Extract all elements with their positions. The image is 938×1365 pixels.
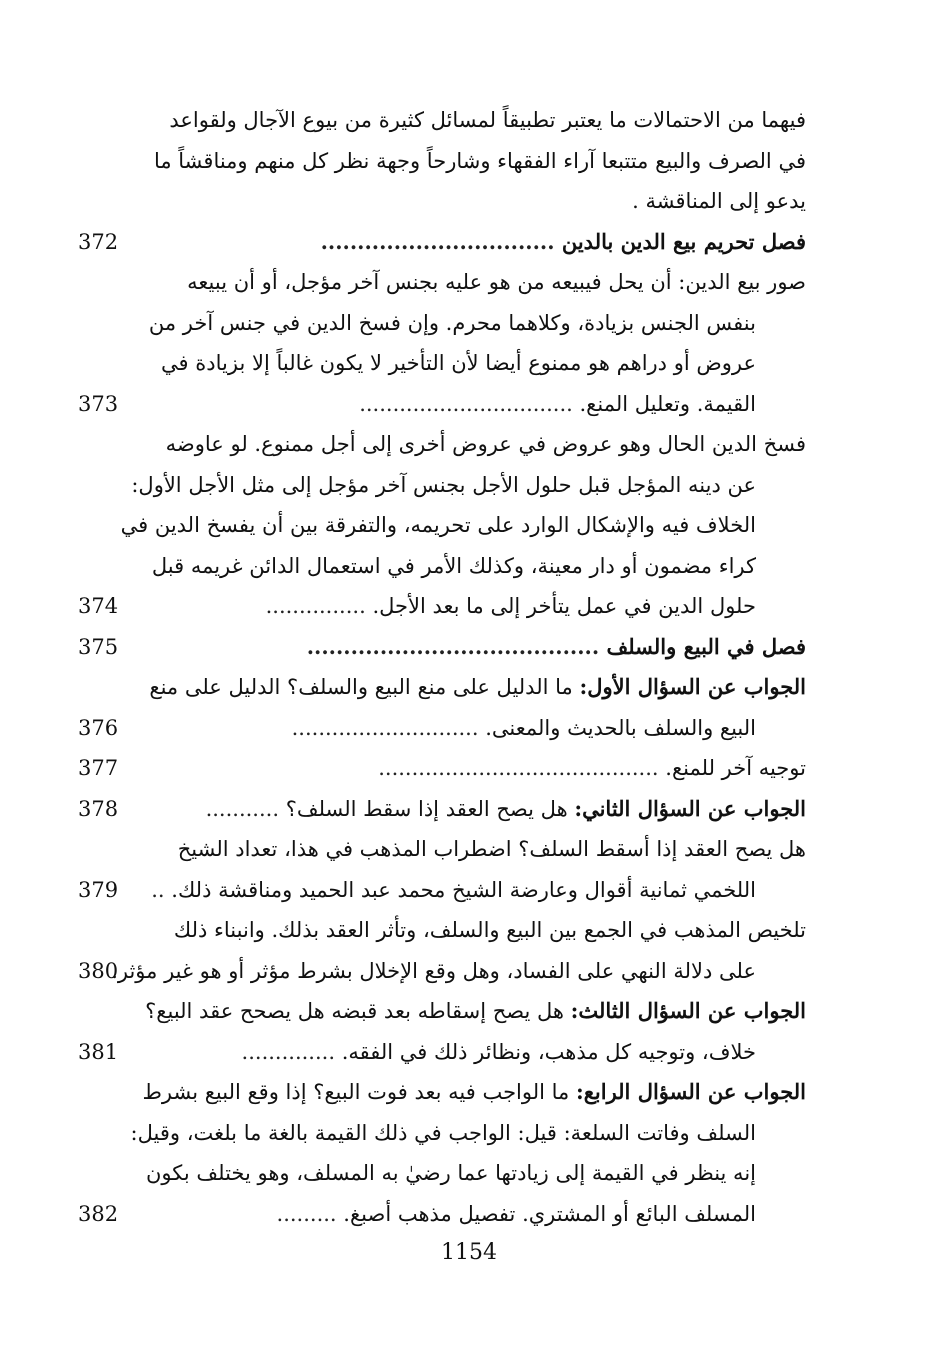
entry-line: الخلاف فيه والإشكال الوارد على تحريمه، والتفرقة بين أن يفسخ الدين في xyxy=(120,513,756,537)
page-number: 379 xyxy=(78,877,119,902)
entry-line: فيهما من الاحتمالات ما يعتبر تطبيقاً لمسائل كثيرة من بيوع الآجال ولقواعد xyxy=(169,108,806,132)
leader-dots: .............. xyxy=(241,1039,336,1064)
page-number: 372 xyxy=(78,229,119,254)
leader-dots: ............................ xyxy=(291,715,479,740)
entry-text: ما الواجب فيه بعد فوت البيع؟ إذا وقع البيع بشرط xyxy=(142,1080,576,1104)
page-number: 381 xyxy=(78,1039,119,1064)
entry-line-last xyxy=(78,870,806,911)
toc-entry-372 xyxy=(78,222,806,263)
page-number: 377 xyxy=(78,756,119,780)
entry-line: عن دينه المؤجل قبل حلول الأجل بجنس آخر مؤجل إلى مثل الأجل الأول: xyxy=(131,472,756,497)
question-lead: الجواب عن السؤال الرابع: xyxy=(575,1079,806,1104)
entry-text: هل يصح العقد إذا سقط السلف؟ xyxy=(285,796,575,821)
entry-line: صور بيع الدين: أن يحل فيبيعه من هو عليه بجنس آخر مؤجل، أو أن يبيعه xyxy=(187,270,806,294)
leader-dots: ............... xyxy=(265,594,366,618)
entry-line: تلخيص المذهب في الجمع بين البيع والسلف، وتأثر العقد بذلك. وانبناء ذلك xyxy=(173,918,806,942)
toc-entry-382 xyxy=(78,1072,806,1234)
page-number: 374 xyxy=(78,594,119,618)
page-number: 382 xyxy=(78,1201,119,1226)
entry-line xyxy=(78,667,806,708)
entry-text: اللخمي ثمانية أقوال وعارضة الشيخ محمد عبد الحميد ومناقشة ذلك. xyxy=(171,877,756,902)
page-number: 378 xyxy=(78,796,119,821)
toc-entry-intro-continuation xyxy=(78,100,806,222)
leader-dots: ................................ xyxy=(320,228,555,254)
entry-text: حلول الدين في عمل يتأخر إلى ما بعد الأجل. xyxy=(372,594,756,618)
entry-text: القيمة. وتعليل المنع. xyxy=(579,391,756,416)
leader-dots: ................................ xyxy=(359,391,573,416)
entry-heading xyxy=(78,222,806,263)
question-lead: الجواب عن السؤال الثاني: xyxy=(574,795,806,821)
page-footer-number: 1154 xyxy=(441,1240,497,1265)
entry-line xyxy=(78,1072,806,1113)
entry-text: المسلف البائع أو المشتري. تفصيل مذهب أصبغ. xyxy=(343,1201,756,1226)
toc-entry-381 xyxy=(78,991,806,1072)
toc-entry-376 xyxy=(78,667,806,748)
entry-text: ما الدليل على منع البيع والسلف؟ الدليل على منع xyxy=(149,675,580,699)
entry-line-last xyxy=(78,951,806,992)
entry-line-last xyxy=(78,1032,806,1073)
entry-line-last xyxy=(78,789,806,830)
entry-text: هل يصح إسقاطه بعد قبضه هل يصحح عقد البيع؟ xyxy=(145,999,571,1023)
toc-entry-380 xyxy=(78,910,806,991)
entry-title: فصل في البيع والسلف xyxy=(606,633,806,659)
leader-dots: ......... xyxy=(276,1201,337,1226)
entry-line: يدعو إلى المناقشة . xyxy=(632,189,806,213)
leader-dots: .. xyxy=(151,877,165,902)
entry-text: على دلالة النهي على الفساد، وهل وقع الإخلال بشرط مؤثر أو هو غير مؤثر. xyxy=(111,958,756,983)
entry-line: إنه ينظر في القيمة إلى زيادتها عما رضيٰ به المسلف، وهو يختلف بكون xyxy=(146,1161,756,1185)
toc-entry-379 xyxy=(78,829,806,910)
entry-heading xyxy=(78,627,806,668)
entry-line-last xyxy=(78,384,806,425)
entry-text: خلاف، وتوجيه كل مذهب، ونظائر ذلك في الفقه. xyxy=(341,1039,756,1064)
question-lead: الجواب عن السؤال الثالث: xyxy=(570,998,806,1023)
entry-line: كراء مضمون أو دار معينة، وكذلك الأمر في استعمال الدائن غريمه قبل xyxy=(151,553,756,578)
page-number: 375 xyxy=(78,634,119,659)
page-number: 376 xyxy=(78,715,119,740)
entry-line-last xyxy=(78,708,806,749)
entry-line-last xyxy=(78,1194,806,1235)
leader-dots: ........................................ xyxy=(306,633,600,659)
toc-page xyxy=(78,100,806,1234)
toc-entry-378 xyxy=(78,789,806,830)
toc-entry-375 xyxy=(78,627,806,668)
entry-line xyxy=(78,991,806,1032)
question-lead: الجواب عن السؤال الأول: xyxy=(579,674,806,699)
toc-entry-373 xyxy=(78,262,806,424)
entry-line: السلف وفاتت السلعة: قيل: الواجب في ذلك القيمة بالغة ما بلغت، وقيل: xyxy=(130,1120,756,1145)
entry-text: توجيه آخر للمنع. xyxy=(665,756,806,780)
entry-line-last xyxy=(78,748,806,789)
entry-line: في الصرف والبيع متتبعا آراء الفقهاء وشارحاً وجهة نظر كل منهم ومناقشاً ما xyxy=(153,148,806,173)
entry-text: البيع والسلف بالحديث والمعنى. xyxy=(485,715,756,740)
entry-line: بنفس الجنس بزيادة، وكلاهما محرم. وإن فسخ الدين في جنس آخر من xyxy=(148,310,756,335)
toc-entry-377 xyxy=(78,748,806,789)
page-number: 380 xyxy=(78,958,119,983)
entry-line: فسخ الدين الحال وهو عروض في عروض أخرى إلى أجل ممنوع. لو عاوضه xyxy=(165,432,806,456)
entry-title: فصل تحريم بيع الدين بالدين xyxy=(561,228,806,254)
toc-entry-374 xyxy=(78,424,806,627)
entry-line-last xyxy=(78,586,806,627)
entry-line: هل يصح العقد إذا أسقط السلف؟ اضطراب المذهب في هذا، تعداد الشيخ xyxy=(177,837,806,861)
page-number: 373 xyxy=(78,391,119,416)
leader-dots: ........... xyxy=(205,796,279,821)
leader-dots: .......................................... xyxy=(378,756,659,780)
entry-line: عروض أو دراهم هو ممنوع أيضا لأن التأخير لا يكون غالباً إلا بزيادة في xyxy=(161,351,756,375)
